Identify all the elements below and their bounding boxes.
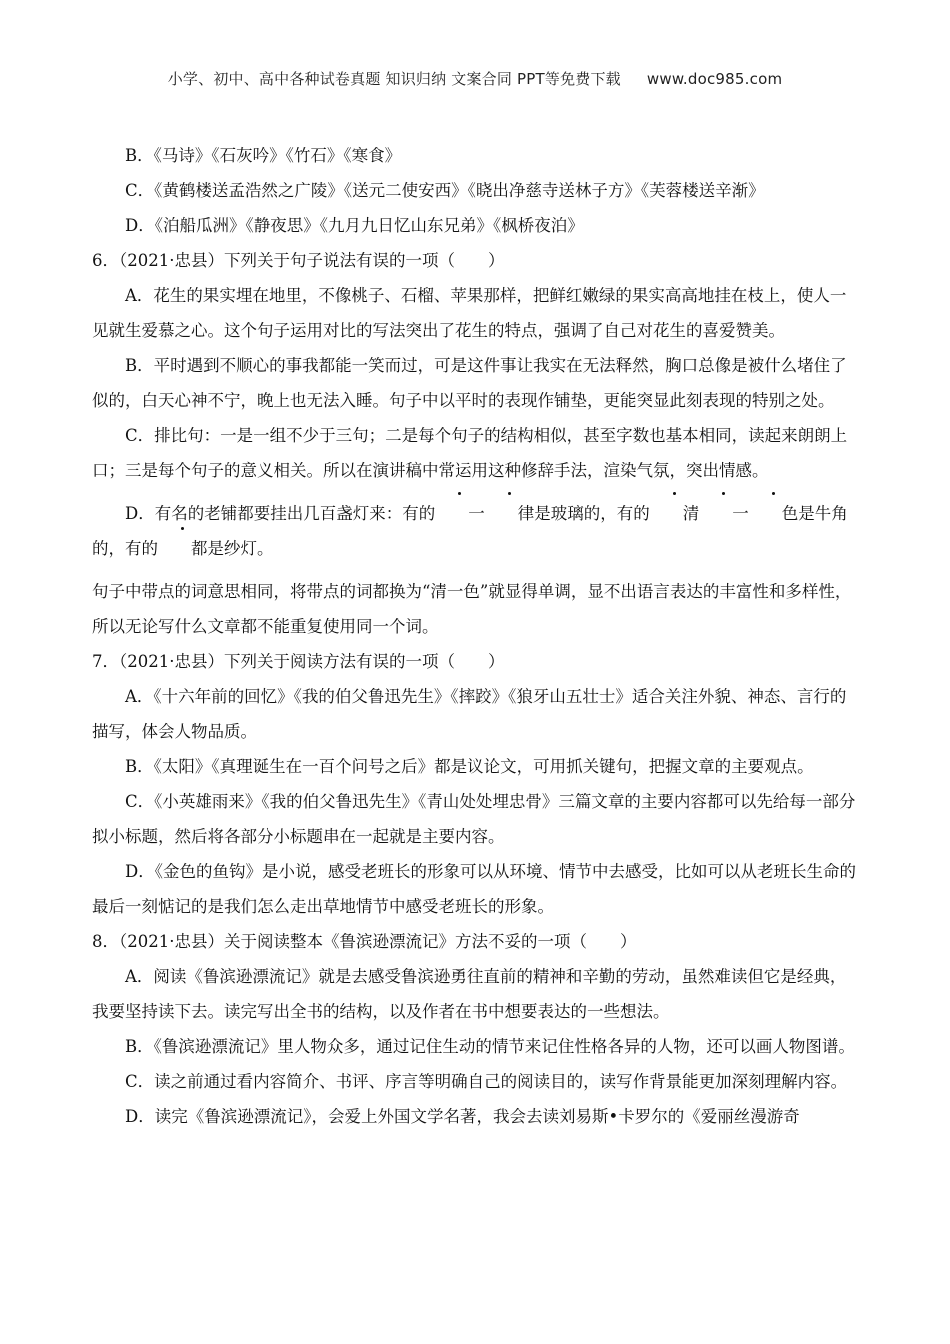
- q6-d-part4: 是纱灯。: [207, 539, 274, 558]
- q6-stem: 6．（2021·忠县）下列关于句子说法有误的一项（ ）: [92, 251, 505, 270]
- q7-option-a: A．《十六年前的回忆》《我的伯父鲁迅先生》《摔跤》《狼牙山五壮士》适合关注外貌、神态、言行的描写，体会人物品质。: [92, 687, 847, 741]
- q6-option-d: [92, 496, 862, 566]
- q7-option-d: D．《金色的鱼钩》是小说，感受老班长的形象可以从环境、情节中去感受，比如可以从老班长生命的最后一刻惦记的是我们怎么走出草地情节中感受老班长的形象。: [92, 862, 856, 916]
- page-header: [0, 68, 950, 89]
- q6-d-part2: 是玻璃的，有的: [534, 504, 650, 523]
- q8-stem: 8．（2021·忠县）关于阅读整本《鲁滨逊漂流记》方法不妥的一项（ ）: [92, 932, 637, 951]
- q8-option-b: B．《鲁滨逊漂流记》里人物众多，通过记住生动的情节来记住性格各异的人物，还可以画人物图谱。: [125, 1037, 855, 1056]
- dotted-char: 都: [158, 531, 208, 566]
- q5-option-c: C．《黄鹤楼送孟浩然之广陵》《送元二使安西》《晓出净慈寺送林子方》《芙蓉楼送辛渐》: [125, 181, 765, 200]
- q8-option-a: A．阅读《鲁滨逊漂流记》就是去感受鲁滨逊勇往直前的精神和辛勤的劳动，虽然难读但它是经典，我要坚持读下去。读完写出全书的结构，以及作者在书中想要表达的一些想法。: [92, 967, 847, 1021]
- dotted-char: 一: [435, 496, 485, 531]
- q6-option-c: C．排比句：一是一组不少于三句；二是每个句子的结构相似，甚至字数也基本相同，读起来朗朗上口；三是每个句子的意义相关。所以在演讲稿中常运用这种修辞手法，渲染气氛，突出情感。: [92, 426, 848, 480]
- q6-d-part3: 是牛角的，有的: [92, 504, 848, 558]
- dotted-char: 一: [699, 496, 749, 531]
- header-site: www.doc985.com: [646, 70, 783, 88]
- q5-option-d: D．《泊船瓜洲》《静夜思》《九月九日忆山东兄弟》《枫桥夜泊》: [125, 216, 584, 235]
- dotted-char: 律: [485, 496, 535, 531]
- q6-option-d-explanation: 句子中带点的词意思相同，将带点的词都换为“清一色”就显得单调，显不出语言表达的丰富性和多样性，所以无论写什么文章都不能重复使用同一个词。: [92, 582, 852, 636]
- dotted-char: 清: [650, 496, 700, 531]
- q7-stem: 7．（2021·忠县）下列关于阅读方法有误的一项（ ）: [92, 652, 505, 671]
- q8-option-d: D．读完《鲁滨逊漂流记》，会爱上外国文学名著，我会去读刘易斯•卡罗尔的《爱丽丝漫游奇: [125, 1107, 800, 1126]
- dotted-char: 色: [749, 496, 799, 531]
- header-text: 小学、初中、高中各种试卷真题 知识归纳 文案合同 PPT等免费下载: [167, 70, 621, 88]
- q7-option-c: C．《小英雄雨来》《我的伯父鲁迅先生》《青山处处埋忠骨》三篇文章的主要内容都可以先给每一部分拟小标题，然后将各部分小标题串在一起就是主要内容。: [92, 792, 856, 846]
- q6-d-part1: D．有名的老铺都要挂出几百盏灯来：有的: [125, 504, 436, 523]
- q8-option-c: C．读之前通过看内容简介、书评、序言等明确自己的阅读目的，读写作背景能更加深刻理解内容。: [125, 1072, 848, 1091]
- q5-option-b: B．《马诗》《石灰吟》《竹石》《寒食》: [125, 146, 402, 165]
- q7-option-b: B．《太阳》《真理诞生在一百个问号之后》都是议论文，可用抓关键句，把握文章的主要观点。: [125, 757, 814, 776]
- document-body: [92, 138, 862, 1134]
- q6-option-b: B．平时遇到不顺心的事我都能一笑而过，可是这件事让我实在无法释然，胸口总像是被什么堵住了似的，白天心神不宁，晚上也无法入睡。句子中以平时的表现作铺垫，更能突显此刻表现的特别之处。: [92, 356, 847, 410]
- q6-option-a: A．花生的果实埋在地里，不像桃子、石榴、苹果那样，把鲜红嫩绿的果实高高地挂在枝上，使人一见就生爱慕之心。这个句子运用对比的写法突出了花生的特点，强调了自己对花生的喜爱赞美。: [92, 286, 847, 340]
